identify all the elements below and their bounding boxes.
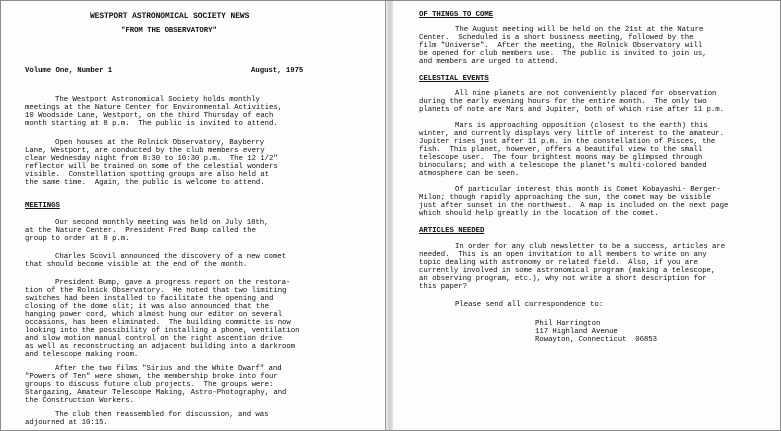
address-name: Phil Harrington — [535, 320, 601, 328]
left-page: WESTPORT ASTRONOMICAL SOCIETY NEWS "FROM THE OBSERVATORY" Volume One, Number 1 August, 1975 The Westport Astronomical Society holds monthly meetings at the Nature Center for Environmental Activities, 10 Woodside Lane, Westport, on the third Thursday of each month starting at 8 p.m. The public is invited to attend. Open houses at the Rolnick Observatory, Bayberry Lane, Westport, are conducted by the club members every clear Wednesday night from 8:30 to 10:30 p.m. The 12 1/2" reflector will be trained on some of the celestial wonders visible. Constellation spotting groups are also held at the same time. Again, the public is welcome to attend. MEETINGS Our second monthly meeting was held on July 18th, at the Nature Center. President Fred Bump called the group to order at 8 p.m. Charles Scovil announced the discovery of a new comet that should become visible at the end of the month. President Bump, gave a progress report on the restora- tion of the Rolnick Observatory. He noted that two limiting switches had been installed to facilitate the opening and closing of the dome slit; it was also announced that the hanging power cord, which almost hung our editor on several occasions, has been eliminated. The building committe is now looking into the possibility of installing a phone, ventilation and slow motion manual control on the right ascention drive as well as reconstructing an adjacent building into a darkroom and telescope making room. After the two films "Sirius and the White Dwarf" and "Powers of Ten" were shown, the membership broke into four groups to discuss future club projects. The groups were: Stargazing, Amateur Telescope Making, Astro-Photography, and the Construction Workers. The club then reassembled for discussion, and was adjourned at 10:15. — [1, 1, 385, 430]
correspondence-line: Please send all correspondence to: — [455, 301, 604, 309]
address-street: 117 Highland Avenue — [535, 328, 618, 336]
things-to-come-heading: OF THINGS TO COME — [419, 11, 494, 19]
articles-needed-heading: ARTICLES NEEDED — [419, 227, 485, 235]
address-city: Rowayton, Connecticut 06853 — [535, 336, 657, 344]
newsletter-title: WESTPORT ASTRONOMICAL SOCIETY NEWS — [90, 12, 250, 21]
right-page: OF THINGS TO COME The August meeting will be held on the 21st at the Nature Center. Scheduled is a short business meeting, followed by the film "Universe". After the meeting, the Rolnick Observatory will be opened for club members use. The public is invited to join us, and members are urged to attend. CELESTIAL EVENTS All nine planets are not conveniently placed for observation during the early evening hours for the entire month. The only two planets of note are Mars and Jupiter, both of which rise after 11 p.m. Mars is approaching opposition (closest to the earth) this winter, and currently displays very little of interest to the amateur. Jupiter rises just after 11 p.m. in the constellation of Pisces, the fish. This planet, however, offers a beautiful view to the small telescope user. The four brightest moons may be glimpsed through binoculars; and with a telescope the planet's multi-colored banded atmosphere can be seen. Of particular interest this month is Comet Kobayashi- Berger- Milon; though rapidly approaching the sun, the comet may be visible just after sunset in the northwest. A map is included on the next page which should help greatly in the location of the comet. ARTICLES NEEDED In order for any club newsletter to be a success, articles are needed. This is an open invitation to all members to write on any topic dealing with astronomy or related field. Also, if you are currently involved in some astronomical program (making a telescope, an observing program, etc.), why not write a short description for this paper? Please send all correspondence to: Phil Harrington 117 Highland Avenue Rowayton, Connecticut 06853 — [393, 1, 780, 430]
newsletter-subtitle: "FROM THE OBSERVATORY" — [121, 27, 217, 35]
celestial-events-heading: CELESTIAL EVENTS — [419, 75, 489, 83]
meetings-heading: MEETINGS — [25, 202, 60, 210]
volume-number: Volume One, Number 1 — [25, 67, 113, 75]
issue-date: August, 1975 — [251, 67, 304, 75]
